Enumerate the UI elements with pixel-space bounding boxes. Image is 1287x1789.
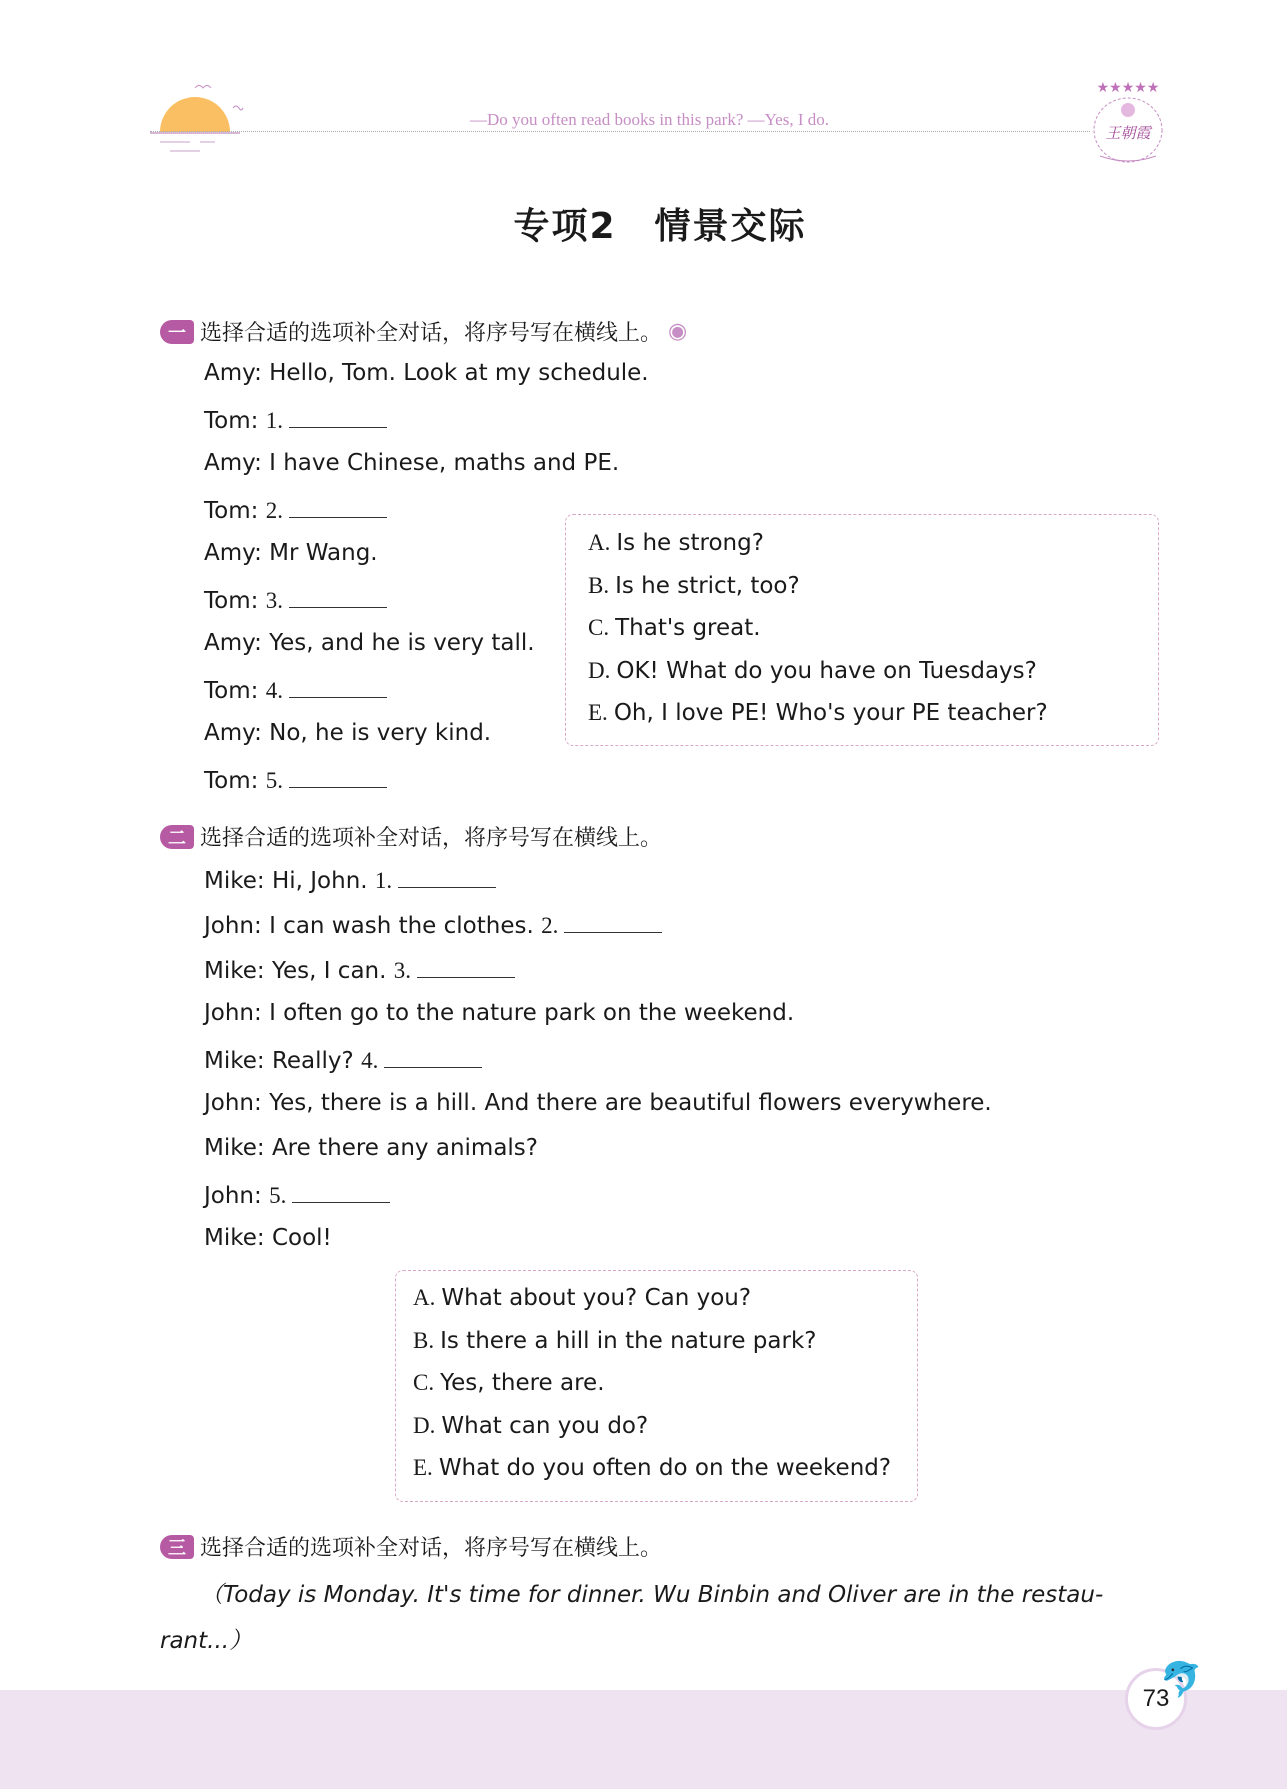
section-badge: 二: [160, 825, 194, 849]
option-item: [413, 1370, 605, 1396]
header-divider: [150, 131, 1090, 132]
dolphin-icon: 🐬: [1160, 1660, 1203, 1700]
blank-number: 5.: [269, 1183, 287, 1208]
option-letter: B.: [588, 572, 610, 598]
line-text: I often go to the nature park on the weekend.: [269, 1000, 795, 1026]
answer-blank[interactable]: [289, 585, 387, 608]
line-text: Are there any animals?: [271, 1135, 538, 1161]
scenario-text-2: rant...）: [160, 1628, 253, 1654]
blank-number: 4.: [265, 678, 283, 703]
option-letter: D.: [588, 657, 611, 683]
page-title: 专项2 情景交际: [513, 206, 807, 247]
blank-number: 3.: [393, 958, 411, 983]
dialogue-line: [204, 405, 387, 434]
answer-blank[interactable]: [398, 865, 496, 888]
answer-blank[interactable]: [289, 405, 387, 428]
section-3-header: [160, 1531, 662, 1562]
footer-band: [0, 1690, 1287, 1789]
dialogue-line: [204, 865, 496, 894]
speaker: Mike:: [204, 1135, 265, 1161]
speaker: John:: [204, 1183, 262, 1209]
speaker: Amy:: [204, 360, 262, 386]
option-text: Is he strong?: [616, 530, 764, 556]
line-text: Hi, John.: [271, 868, 368, 894]
dialogue-line: [204, 360, 649, 386]
speaker: Mike:: [204, 1225, 265, 1251]
option-letter: C.: [413, 1370, 435, 1395]
option-text: What about you? Can you?: [441, 1285, 752, 1311]
speaker: Amy:: [204, 450, 262, 476]
option-text: What can you do?: [441, 1412, 649, 1439]
dialogue-line: [204, 540, 378, 566]
option-text: Oh, I love PE! Who's your PE teacher?: [613, 700, 1048, 726]
line-text: Cool!: [271, 1225, 332, 1251]
sunset-icon: [150, 80, 260, 155]
option-item: [588, 658, 1037, 684]
option-letter: C.: [588, 615, 610, 640]
blank-number: 3.: [265, 588, 283, 613]
instruction: 选择合适的选项补全对话，将序号写在横线上。: [200, 826, 663, 851]
answer-blank[interactable]: [289, 765, 387, 788]
section-2-header: [160, 821, 662, 852]
svg-text:王朝霞: 王朝霞: [1105, 124, 1151, 142]
option-item: [588, 700, 1048, 726]
speaker: Tom:: [204, 588, 259, 614]
answer-blank[interactable]: [564, 910, 662, 933]
blank-number: 2.: [541, 913, 559, 938]
scenario-text-1: （Today is Monday. It's time for dinner. Wu Binbin and Oliver are in the restau-: [200, 1582, 1104, 1608]
dialogue-line: [204, 450, 619, 476]
line-text: Hello, Tom. Look at my schedule.: [269, 360, 649, 386]
line-text: Yes, and he is very tall.: [269, 630, 535, 656]
dialogue-line: [204, 1090, 992, 1116]
dialogue-line: [204, 675, 387, 704]
answer-blank[interactable]: [289, 495, 387, 518]
page-number: 73: [1125, 1668, 1187, 1730]
speaker: John:: [204, 1090, 262, 1116]
option-item: [588, 530, 764, 556]
dialogue-line: [204, 1000, 794, 1026]
option-item: [588, 573, 800, 599]
line-text: Yes, there is a hill. And there are beautiful flowers everywhere.: [269, 1090, 992, 1116]
svg-text:★★★★★: ★★★★★: [1096, 80, 1160, 96]
option-text: That's great.: [615, 615, 761, 641]
blank-number: 5.: [265, 768, 283, 793]
option-letter: E.: [413, 1455, 433, 1480]
option-item: [413, 1328, 816, 1354]
option-text: OK! What do you have on Tuesdays?: [616, 657, 1037, 684]
dialogue-line: [204, 585, 387, 614]
speaker: Tom:: [204, 768, 259, 794]
option-text: Is there a hill in the nature park?: [440, 1327, 817, 1354]
line-text: No, he is very kind.: [269, 720, 492, 746]
answer-blank[interactable]: [417, 955, 515, 978]
speaker: John:: [204, 1000, 262, 1026]
dialogue-line: [204, 765, 387, 794]
speaker: Amy:: [204, 720, 262, 746]
answer-blank[interactable]: [289, 675, 387, 698]
section-badge: 三: [160, 1535, 194, 1559]
dialogue-line: [204, 955, 515, 984]
blank-number: 1.: [265, 408, 283, 433]
brand-logo: [1088, 78, 1168, 168]
location-pin-icon: ◉: [668, 319, 688, 344]
option-text: Is he strict, too?: [615, 572, 800, 599]
dialogue-line: [204, 910, 662, 939]
speaker: Tom:: [204, 678, 259, 704]
dialogue-line: [204, 1180, 390, 1209]
line-text: Yes, I can.: [271, 958, 387, 984]
dialogue-line: [204, 1045, 482, 1074]
line-text: I can wash the clothes.: [269, 913, 534, 939]
line-text: Mr Wang.: [269, 540, 378, 566]
speaker: Amy:: [204, 630, 262, 656]
speaker: Tom:: [204, 408, 259, 434]
option-letter: D.: [413, 1412, 436, 1438]
answer-blank[interactable]: [292, 1180, 390, 1203]
option-text: Yes, there are.: [440, 1370, 605, 1396]
option-item: [413, 1455, 891, 1481]
dialogue-line: [204, 720, 491, 746]
option-text: What do you often do on the weekend?: [438, 1455, 892, 1481]
dialogue-line: [204, 630, 535, 656]
line-text: I have Chinese, maths and PE.: [269, 450, 620, 476]
option-letter: B.: [413, 1327, 435, 1353]
option-letter: A.: [588, 530, 611, 555]
blank-number: 1.: [374, 868, 393, 893]
option-item: [413, 1413, 648, 1439]
dialogue-line: [204, 1225, 332, 1251]
option-letter: E.: [588, 700, 608, 725]
dialogue-line: [204, 1135, 538, 1161]
speaker: Tom:: [204, 498, 259, 524]
blank-number: 4.: [361, 1048, 379, 1073]
speaker: Mike:: [204, 868, 265, 894]
speaker: Mike:: [204, 1048, 265, 1074]
option-letter: A.: [413, 1285, 436, 1310]
speaker: John:: [204, 913, 262, 939]
answer-blank[interactable]: [384, 1045, 482, 1068]
instruction: 选择合适的选项补全对话，将序号写在横线上。: [200, 1536, 663, 1561]
instruction: 选择合适的选项补全对话，将序号写在横线上。: [200, 321, 663, 346]
section-badge: 一: [160, 320, 194, 344]
header-text: —Do you often read books in this park? —Yes, I do.: [470, 110, 830, 129]
option-item: [588, 615, 761, 641]
section-1-header: [160, 316, 687, 347]
blank-number: 2.: [265, 498, 283, 523]
line-text: Really?: [271, 1048, 354, 1074]
speaker: Amy:: [204, 540, 262, 566]
speaker: Mike:: [204, 958, 265, 984]
option-item: [413, 1285, 751, 1311]
dialogue-line: [204, 495, 387, 524]
